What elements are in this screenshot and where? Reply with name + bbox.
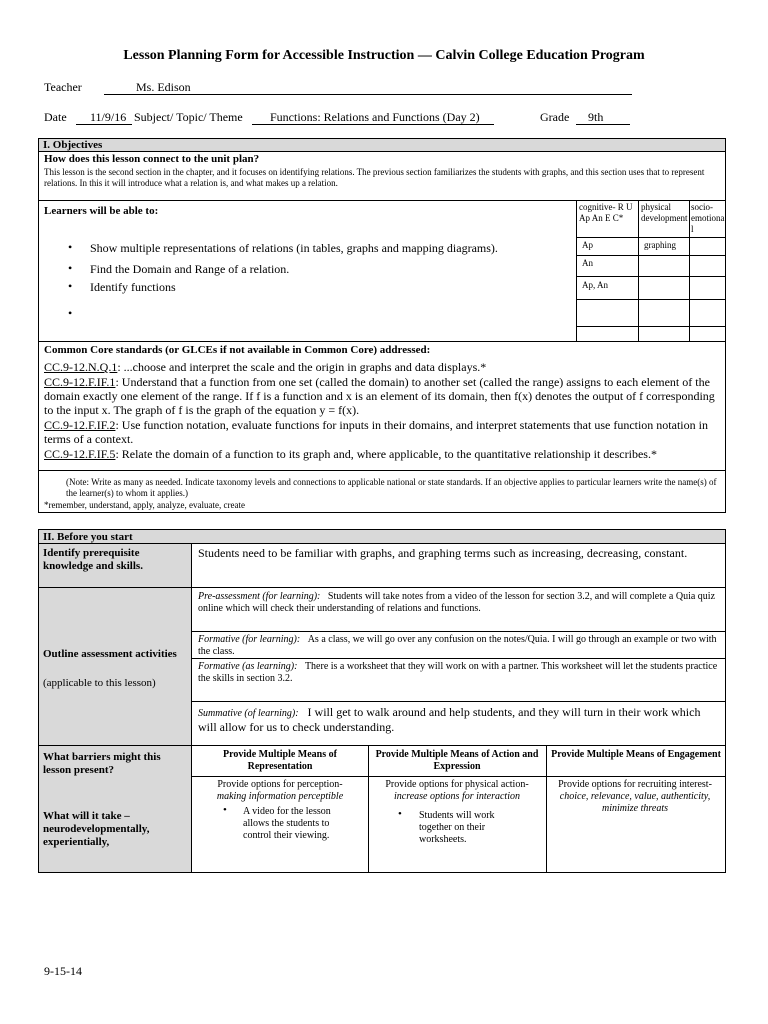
standard-code[interactable]: CC.9-12.F.IF.1 (44, 375, 116, 389)
divider (191, 631, 726, 632)
objective-item-1[interactable]: Show multiple representations of relations (in tables, graphs and mapping diagrams). (90, 241, 498, 255)
form2-text: There is a worksheet that they will work on with a partner. This worksheet will let the students practice the skills in section 3.2. (198, 661, 718, 684)
udl-header-engagement: Provide Multiple Means of Engagement (551, 749, 721, 760)
standard-code[interactable]: CC.9-12.F.IF.5 (44, 447, 116, 461)
cell-physical[interactable]: graphing (644, 240, 676, 250)
subject-value[interactable]: Functions: Relations and Functions (Day 2) (270, 110, 480, 124)
grid-line (368, 745, 369, 873)
sum-text: I will get to walk around and help students, and they will turn in their work which will allow for us to check understanding. (198, 705, 701, 734)
sum-label: Summative (of learning): (198, 708, 299, 719)
form-title: Lesson Planning Form for Accessible Instruction — Calvin College Education Program (123, 48, 645, 63)
udl-sub-italic: increase options for interaction (393, 791, 520, 802)
grid-line (576, 200, 577, 342)
grade-label: Grade (540, 110, 570, 124)
standards-heading: Common Core standards (or GLCEs if not available in Common Core) addressed: (44, 344, 431, 356)
grid-line (576, 237, 726, 238)
subject-label: Subject/ Topic/ Theme (134, 110, 243, 124)
grade-value[interactable]: 9th (588, 110, 604, 124)
bullet-icon: • (68, 261, 73, 275)
udl-sub: Provide options for physical action- (385, 779, 529, 790)
divider (191, 658, 726, 659)
divider (191, 776, 726, 777)
bullet-icon: • (68, 240, 73, 254)
udl-header-representation: Provide Multiple Means of Representation (223, 749, 337, 772)
udl-bullet-worksheet[interactable]: Students will work together on their worksheets. (419, 810, 495, 845)
teacher-value[interactable]: Ms. Edison (136, 80, 191, 94)
standard-code[interactable]: CC.9-12.N.Q.1 (44, 360, 118, 374)
before-header (38, 529, 726, 544)
taxonomy-note: *remember, understand, apply, analyze, evaluate, create (44, 500, 245, 510)
formative-as[interactable] (198, 661, 722, 685)
divider (38, 745, 726, 746)
prereq-text[interactable]: Students need to be familiar with graphs, and graphing terms such as increasing, decreasing, constant. (198, 546, 688, 560)
standard-code[interactable]: CC.9-12.F.IF.2 (44, 418, 116, 432)
udl-engagement-options (556, 779, 714, 815)
bullet-icon: • (223, 804, 227, 816)
form1-label: Formative (for learning): (198, 634, 301, 645)
divider (38, 200, 726, 201)
grid-line (546, 745, 547, 873)
standard-text: : Understand that a function from one set (called the domain) to another set (called the range) assigns to each element of the domain exactly one element of the range. If f is a function and x is an element of its domain, then f(x) denotes the output of f corresponding to the input x. The graph of f is the graph of the equation y = f(x). (44, 375, 715, 417)
standard-text: : ...choose and interpret the scale and the origin in graphs and data displays.* (117, 360, 487, 374)
udl-action-options (372, 779, 542, 803)
connect-question: How does this lesson connect to the unit plan? (44, 153, 260, 165)
udl-sub: Provide options for perception- (217, 779, 343, 790)
cell-cognitive[interactable]: Ap (582, 240, 593, 250)
form1-text: As a class, we will go over any confusion on the notes/Quia. I will go through an example or two with the class. (198, 634, 717, 657)
connect-answer[interactable]: This lesson is the second section in the chapter, and it focuses on identifying relations. The previous section familiarizes the students with graphs, and this section uses that to represent relations. In this it will introduce what a relation is, and what makes up a relation. (44, 167, 705, 188)
formative-for[interactable] (198, 634, 722, 658)
grid-line (576, 255, 726, 256)
bullet-icon: • (68, 306, 73, 320)
objectives-note: (Note: Write as many as needed. Indicate taxonomy levels and connections to applicable national or state standards. If an objective applies to particular learners write the name(s) of the learner(s) to whom it applies.) (66, 477, 717, 498)
prereq-label: Identify prerequisite knowledge and skills. (43, 547, 143, 572)
cell-cognitive[interactable]: Ap, An (582, 280, 609, 290)
grid-line (576, 299, 726, 300)
objective-item-2[interactable]: Find the Domain and Range of a relation. (90, 262, 290, 276)
barriers-label: What barriers might this lesson present? (43, 751, 161, 776)
bullet-icon: • (398, 808, 402, 820)
grid-line (191, 543, 192, 873)
divider (38, 341, 726, 342)
udl-bullet-video[interactable]: A video for the lesson allows the students to control their viewing. (243, 806, 331, 841)
take-label: What will it take – neurodevelopmentally, experientially, (43, 810, 150, 848)
udl-representation-options (196, 779, 364, 803)
udl-sub-italic: choice, relevance, value, authenticity, minimize threats (559, 791, 711, 814)
col-header-physical: physical development (641, 202, 688, 223)
bullet-icon: • (68, 279, 73, 293)
grid-line (576, 326, 726, 327)
before-title: II. Before you start (43, 531, 133, 543)
udl-sub: Provide options for recruiting interest- (558, 779, 712, 790)
divider (38, 587, 726, 588)
objectives-header (38, 138, 726, 152)
divider (38, 470, 726, 471)
pre-label: Pre-assessment (for learning): (198, 591, 321, 602)
objectives-title: I. Objectives (43, 139, 103, 151)
assess-sublabel: (applicable to this lesson) (43, 677, 156, 689)
pre-assessment[interactable] (198, 591, 722, 615)
grid-line (689, 200, 690, 342)
date-label: Date (44, 110, 67, 124)
form2-label: Formative (as learning): (198, 661, 298, 672)
summative[interactable] (198, 705, 718, 734)
date-value[interactable]: 11/9/16 (90, 110, 127, 124)
udl-header-action: Provide Multiple Means of Action and Expression (375, 749, 539, 772)
teacher-label: Teacher (44, 80, 82, 94)
standards-list (44, 360, 722, 461)
standard-text: : Relate the domain of a function to its graph and, where applicable, to the quantitative relationship it describes.* (115, 447, 657, 461)
pre-text: Students will take notes from a video of the lesson for section 3.2, and will complete a Quia quiz online which will check their understanding of relations and functions. (198, 591, 716, 614)
objective-item-3[interactable]: Identify functions (90, 280, 176, 294)
footer-date: 9-15-14 (44, 964, 82, 978)
standard-text: : Use function notation, evaluate functions for inputs in their domains, and interpret statements that use function notation in terms of a context. (44, 418, 708, 446)
learners-heading: Learners will be able to: (44, 205, 159, 217)
grid-line (576, 276, 726, 277)
divider (191, 701, 726, 702)
assess-label: Outline assessment activities (43, 648, 177, 660)
cell-cognitive[interactable]: An (582, 258, 593, 268)
col-header-cognitive: cognitive- R U Ap An E C* (579, 202, 633, 223)
grid-line (638, 200, 639, 342)
col-header-socio: socio-emotional (691, 202, 725, 234)
udl-sub-italic: making information perceptible (216, 791, 344, 802)
